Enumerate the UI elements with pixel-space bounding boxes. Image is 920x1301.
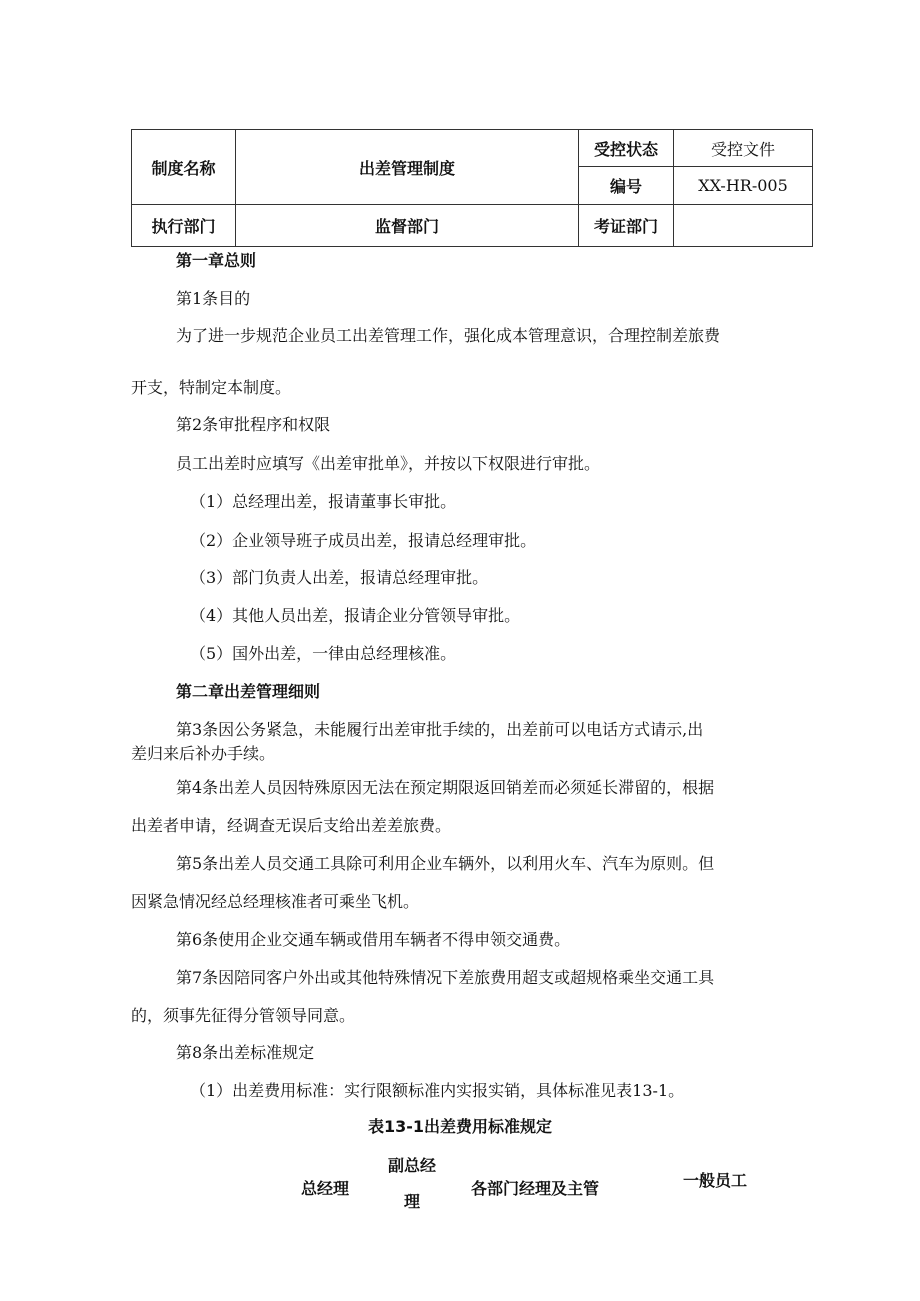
article-2-item-2: （2）企业领导班子成员出差，报请总经理审批。 [190,531,537,550]
article-7-line2: 的，须事先征得分管领导同意。 [131,1006,356,1025]
article-7-line1: 第7条因陪同客户外出或其他特殊情况下差旅费用超支或超规格乘坐交通工具 [176,968,715,987]
doc-code-value: XX-HR-005 [674,167,813,205]
article-1-text-line2: 开支，特制定本制度。 [131,378,292,397]
policy-name-value: 出差管理制度 [236,130,579,205]
col-dept-managers: 各部门经理及主管 [470,1179,599,1198]
document-header-table [131,129,813,247]
doc-code-label: 编号 [579,167,674,205]
control-status-label: 受控状态 [579,130,674,167]
col-deputy-gm-line2: 理 [403,1192,420,1211]
table-13-1-caption: 表13-1出差费用标准规定 [367,1117,553,1136]
article-2-title: 第2条审批程序和权限 [176,415,331,434]
exec-dept-value: 监督部门 [236,205,579,247]
article-5-line2: 因紧急情况经总经理核准者可乘坐飞机。 [131,892,420,911]
chapter-2-heading: 第二章出差管理细则 [176,682,321,701]
exec-dept-label: 执行部门 [132,205,236,247]
article-4-line2: 出差者申请，经调查无误后支给出差差旅费。 [131,816,452,835]
article-2-intro: 员工出差时应填写《出差审批单》，并按以下权限进行审批。 [176,454,601,473]
control-status-value: 受控文件 [674,130,813,167]
policy-name-label: 制度名称 [132,130,236,205]
col-general-manager: 总经理 [300,1179,349,1198]
chapter-1-heading: 第一章总则 [176,251,257,270]
article-2-item-5: （5）国外出差，一律由总经理核准。 [190,644,457,663]
verify-dept-value [674,205,813,247]
article-8-title: 第8条出差标准规定 [176,1043,315,1062]
article-3-line2: 差归来后补办手续。 [131,744,276,763]
article-2-item-3: （3）部门负责人出差，报请总经理审批。 [190,568,489,587]
article-8-item-1: （1）出差费用标准：实行限额标准内实报实销，具体标准见表13-1。 [190,1081,685,1100]
article-1-text-line1: 为了进一步规范企业员工出差管理工作，强化成本管理意识，合理控制差旅费 [176,326,721,345]
verify-dept-label: 考证部门 [579,205,674,247]
article-5-line1: 第5条出差人员交通工具除可利用企业车辆外，以利用火车、汽车为原则。但 [176,854,715,873]
article-1-title: 第1条目的 [176,289,251,308]
article-6-line1: 第6条使用企业交通车辆或借用车辆者不得申领交通费。 [176,930,571,949]
article-2-item-4: （4）其他人员出差，报请企业分管领导审批。 [190,606,521,625]
article-4-line1: 第4条出差人员因特殊原因无法在预定期限返回销差而必须延长滞留的，根据 [176,778,715,797]
article-3-line1: 第3条因公务紧急，未能履行出差审批手续的，出差前可以电话方式请示,出 [176,720,704,739]
col-deputy-gm-line1: 副总经 [387,1156,436,1175]
article-2-item-1: （1）总经理出差，报请董事长审批。 [190,492,457,511]
col-general-staff: 一般员工 [682,1171,747,1190]
